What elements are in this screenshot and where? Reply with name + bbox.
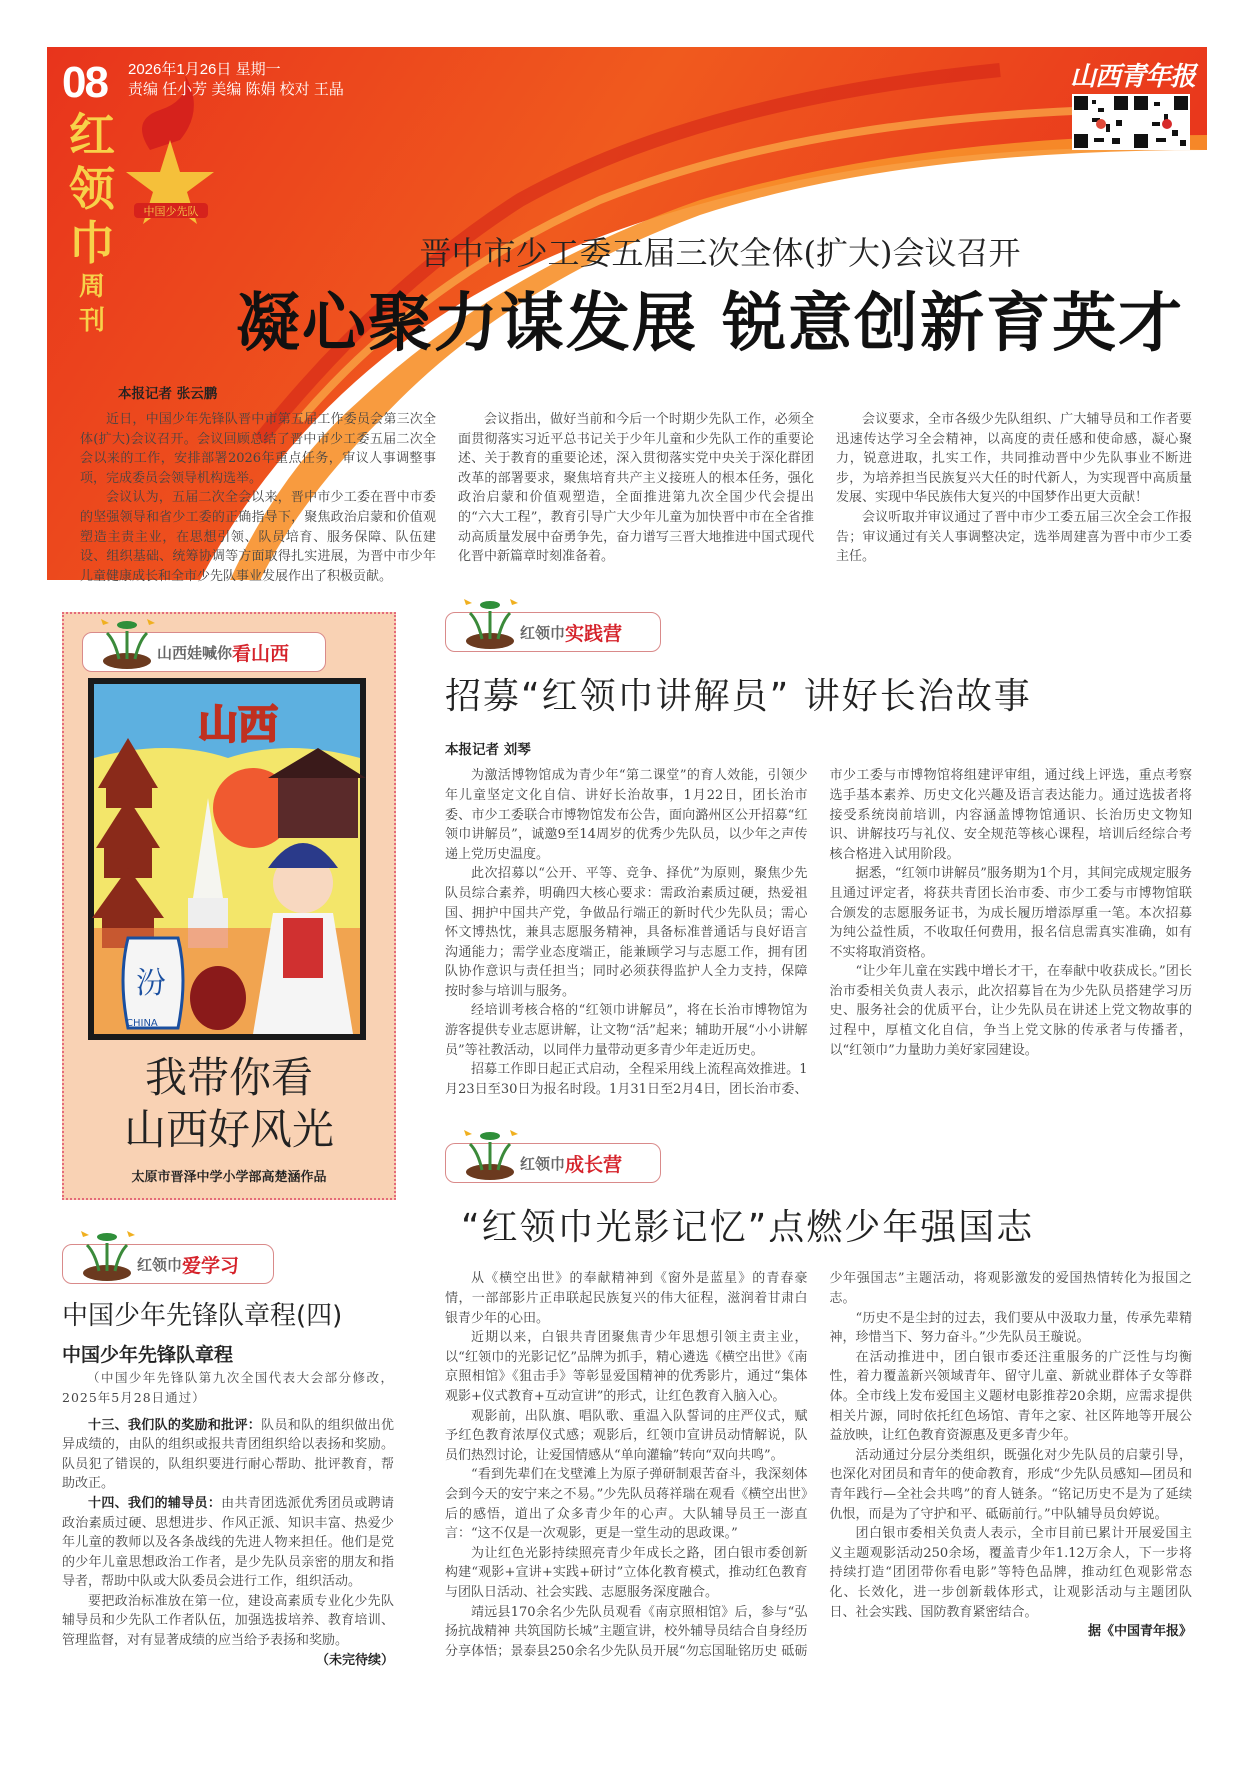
growth-headline: “红领巾光影记忆”点燃少年强国志 — [461, 1207, 1035, 1249]
clause-head: 十四、我们的辅导员： — [88, 1495, 222, 1511]
art-feature-box — [62, 612, 396, 1200]
lower-section — [62, 612, 1192, 1670]
column-name: 红领巾 — [69, 108, 115, 270]
caption-line-2: 山西好风光 — [123, 1105, 334, 1155]
paragraph: 经培训考核合格的“红领巾讲解员”，将在长治市博物馆为游客提供专业志愿讲解，让文物“活”起来；辅助开展“小小讲解员”等社教活动，以同伴力量带动更多青少年走近历史。 — [445, 1003, 808, 1058]
clause-head: 十三、我们队的奖励和批评： — [88, 1417, 262, 1433]
issue-date: 2026年1月26日 星期一 — [128, 61, 281, 78]
paragraph: 观影前，出队旗、唱队歌、重温入队誓词的庄严仪式，赋予红色教育浓厚仪式感；观影后，红领巾宣讲员动情解说，队员们热烈讨论，让爱国情感从“单向灌输”转向“双向共鸣”。 — [445, 1408, 808, 1463]
sprout-icon — [97, 611, 157, 673]
painting-bottle-text: 汾 — [136, 966, 166, 1002]
practice-byline: 本报记者 刘琴 — [445, 742, 531, 759]
clause-text: 由共青团选派优秀团员或聘请政治素质过硬、思想进步、作风正派、知识丰富、热爱少年儿童的教师以及各条战线的先进人物来担任。他们是党的少年儿童思想政治工作者，是少先队员亲密的朋友和指导者，帮助中队或大队委员会进行工作，组织活动。 — [62, 1495, 394, 1590]
label-highlight: 实践营 — [565, 622, 623, 645]
editor-credits: 责编 任小芳 美编 陈娟 校对 王晶 — [128, 81, 344, 98]
paragraph: 为激活博物馆成为青少年“第二课堂”的育人效能，引领少年儿童坚定文化自信、讲好长治故事，1月22日，团长治市委、市少工委联合市博物馆发布公告，面向潞州区公开招募“红领巾讲解员”，诚邀9至14周岁的优秀少先队员，以少年之声传递上党历史温度。 — [445, 768, 808, 862]
paragraph: 此次招募以“公开、平等、竞争、择优”为原则，聚焦少先队员综合素养，明确四大核心要求：需政治素质过硬，热爱祖国、拥护中国共产党，争做品行端正的新时代少先队员；需心怀文博热忱，兼具志愿服务精神，具备标准普通话与良好语言沟通能力；需学业态度端正，能兼顾学习与志愿工作，拥有团队协作意识与责任担当；同时必须获得监护人全力支持，保障按时参与培训与服务。 — [445, 866, 808, 999]
page-content — [62, 382, 1192, 1670]
right-column — [445, 612, 1192, 1670]
practice-article-body — [445, 766, 1192, 1099]
sprout-icon — [77, 1223, 137, 1285]
clause-13 — [62, 1416, 394, 1494]
paragraph: 会议听取并审议通过了晋中市少工委五届三次全会工作报告；审议通过有关人事调整决定，选举周建喜为晋中市少工委主任。 — [836, 509, 1192, 565]
study-headline: 中国少年先锋队章程(四) — [62, 1301, 343, 1332]
clause-14 — [62, 1494, 394, 1592]
lead-headline: 凝心聚力谋发展 锐意创新育英才 — [235, 287, 1185, 361]
practice-headline: 招募“红领巾讲解员” 讲好长治故事 — [445, 676, 1032, 718]
paragraph: 近期以来，白银共青团聚焦青少年思想引领主责主业，以“红领巾的光影记忆”品牌为抓手，精心遴选《横空出世》《南京照相馆》《狙击手》等彰显爱国精神的优秀影片，通过“集体观影+仪式教育+互动宣讲”的形式，让红色教育入脑入心。 — [445, 1330, 808, 1404]
section-label-growth — [445, 1143, 661, 1183]
paragraph: 近日，中国少年先锋队晋中市第五届工作委员会第三次全体(扩大)会议召开。会议回顾总结了晋中市少工委五届二次全会以来的工作，安排部署2026年重点任务，审议人事调整事项，完成委员会领导机构选举。 — [80, 412, 436, 486]
dateline — [128, 60, 344, 100]
paragraph: 靖远县170余名少先队员观看《南京照相馆》后，参与“弘扬抗战精神 共筑国防长城”主题宣讲，校外辅导员结合自身经历分享体悟；景泰县250余名少先队员开展“勿忘国耻铭历史 砥砺少年强国志”主题活动，将观影激发的爱国热情转化为报国之志。 — [445, 1271, 1192, 1659]
badge-text: 中国少先队 — [143, 205, 199, 218]
label-prefix: 红领巾 — [137, 1255, 183, 1274]
lead-article-body — [80, 410, 1192, 586]
lead-subtitle: 晋中市少工委五届三次全体(扩大)会议召开 — [419, 234, 1021, 272]
left-column — [62, 612, 396, 1670]
paragraph: 招募工作即日起正式启动，全程采用线上流程高效推进。1月23日至30日为报名时段。1月31日至2月4日，团长治市委、市少工委与市博物馆将组建评审组，通过线上评选，重点考察选手基本素养、历史文化兴趣及语言表达能力。通过选拔者将接受系统岗前培训，内容涵盖博物馆通识、长治历史文物知识、讲解技巧与礼仪、安全规范等核心课程，培训后经综合考核合格进入试用阶段。 — [445, 768, 1192, 1097]
caption-line-1: 我带你看 — [144, 1053, 313, 1103]
newspaper-masthead: 山西青年报 — [1070, 62, 1196, 92]
column-suffix: 周刊 — [78, 272, 105, 336]
to-be-continued: （未完待续） — [315, 1652, 394, 1668]
painting-china-text: CHINA — [126, 1018, 158, 1030]
sprout-icon — [460, 1122, 520, 1184]
column-title — [64, 108, 120, 338]
paragraph: “让少年儿童在实践中增长才干，在奉献中收获成长。”团长治市委相关负责人表示，此次招募旨在为少先队员搭建学习历史、服务社会的优质平台，让少先队员在讲述上党文物故事的过程中，厚植文化自信，争当上党文脉的传承者与传播者，以“红领巾”力量助力美好家园建设。 — [829, 964, 1192, 1058]
qr-code-icon[interactable] — [1072, 94, 1190, 150]
paragraph: 会议要求，全市各级少先队组织、广大辅导员和工作者要迅速传达学习全会精神，以高度的责任感和使命感，凝心聚力，锐意进取，扎实工作，共同推动晋中少先队事业不断进步，为培养担当民族复兴大任的时代新人，为实现晋中高质量发展、实现中华民族伟大复兴的中国梦作出更大贡献！ — [836, 412, 1192, 506]
child-painting — [88, 678, 366, 1040]
label-highlight: 成长营 — [565, 1153, 623, 1176]
study-subtitle: 中国少年先锋队章程 — [62, 1344, 234, 1367]
growth-article-body — [445, 1269, 1192, 1661]
section-label-kan-shanxi — [82, 632, 326, 672]
paragraph: 会议指出，做好当前和今后一个时期少先队工作，必须全面贯彻落实习近平总书记关于少年儿童和少先队工作的重要论述、关于教育的重要论述，深入贯彻落实党中央关于深化群团改革的部署要求，聚焦培育共产主义接班人的根本任务，强化政治启蒙和价值观塑造，全面推进第九次全国少代会提出的“六大工程”，教育引导广大少年儿童为加快晋中市在全省推动高质量发展中奋勇争先，奋力谱写三晋大地推进中国式现代化晋中新篇章时刻准备着。 — [458, 412, 814, 565]
painting-title: 山西 — [198, 702, 278, 749]
lead-byline: 本报记者 张云鹏 — [118, 386, 218, 402]
label-prefix: 山西娃喊你 — [157, 643, 233, 662]
section-label-study — [62, 1244, 274, 1284]
paragraph: 要把政治标准放在第一位，建设高素质专业化少先队辅导员和少先队工作者队伍，加强选拔培养、教育培训、管理监督，对有显著成绩的应当给予表扬和奖励。 — [62, 1593, 394, 1649]
paragraph: “看到先辈们在戈壁滩上为原子弹研制艰苦奋斗，我深刻体会到今天的安宁来之不易。”少先队员蒋祥瑞在观看《横空出世》后的感悟，道出了众多青少年的心声。大队辅导员王一澎直言：“这不仅是一次观影，更是一堂生动的思政课。” — [445, 1467, 808, 1542]
section-label-practice — [445, 612, 661, 652]
paragraph: 团白银市委相关负责人表示，全市目前已累计开展爱国主义主题观影活动250余场，覆盖青少年1.12万余人，下一步将持续打造“团团带你看电影”等特色品牌，推动红色观影常态化、长效化，进一步创新载体形式，让观影活动与主题团队日、社会实践、国防教育紧密结合。 — [829, 1526, 1192, 1620]
label-highlight: 看山西 — [232, 642, 290, 665]
clause-text: 队员和队的组织做出优异成绩的，由队的组织或报共青团组织给以表扬和奖励。队员犯了错误的，队组织要进行耐心帮助、批评教育，帮助改正。 — [62, 1417, 394, 1492]
label-prefix: 红领巾 — [520, 1154, 566, 1173]
study-note — [62, 1368, 394, 1407]
art-credit: 太原市晋泽中学小学部高楚涵作品 — [131, 1170, 327, 1186]
label-highlight: 爱学习 — [182, 1254, 240, 1277]
label-prefix: 红领巾 — [520, 623, 566, 642]
page-number: 08 — [62, 58, 107, 107]
paragraph: 活动通过分层分类组织，既强化对少先队员的启蒙引导，也深化对团员和青年的使命教育，形成“少先队员感知—团员和青年践行—全社会共鸣”的育人链条。“铭记历史不是为了延续仇恨，而是为了守护和平、砥砺前行。”中队辅导员贠婷说。 — [829, 1447, 1192, 1522]
sprout-icon — [460, 591, 520, 653]
paragraph: 从《横空出世》的奉献精神到《窗外是蓝星》的青春豪情，一部部影片正串联起民族复兴的伟大征程，滋润着甘肃白银青少年的心田。 — [445, 1271, 808, 1326]
paragraph: 在活动推进中，团白银市委还注重服务的广泛性与均衡性，着力覆盖新兴领域青年、留守儿童、新就业群体子女等群体。全市线上发布爱国主义题材电影推荐20余期，应需求提供相关片源，同时依托红色场馆、青年之家、社区阵地等开展公益放映，让红色教育资源惠及更多青少年。 — [829, 1349, 1192, 1444]
study-body — [62, 1416, 394, 1671]
amendment-note: （中国少年先锋队第九次全国代表大会部分修改，2025年5月28日通过） — [62, 1370, 394, 1405]
paragraph: 据悉，“红领巾讲解员”服务期为1个月，其间完成规定服务且通过评定者，将获共青团长治市委、市少工委与市博物馆联合颁发的志愿服务证书，为成长履历增添厚重一笔。本次招募为纯公益性质，不收取任何费用，报名信息需真实准确，如有不实将取消资格。 — [829, 866, 1192, 960]
paragraph: “历史不是尘封的过去，我们要从中汲取力量，传承先辈精神，珍惜当下、努力奋斗。”少先队员王璇说。 — [829, 1310, 1192, 1346]
article-source: 据《中国青年报》 — [1087, 1624, 1192, 1640]
paragraph: 为让红色光影持续照亮青少年成长之路，团白银市委创新构建“观影+宣讲+实践+研讨”立体化教育模式，推动红色教育与团队日活动、社会实践、志愿服务深度融合。 — [445, 1545, 808, 1600]
paragraph: 会议认为，五届二次全会以来，晋中市少工委在晋中市委的坚强领导和省少工委的正确指导下，聚焦政治启蒙和价值观塑造主责主业，在思想引领、队员培育、服务保障、队伍建设、组织基础、统筹协调等方面取得扎实进展，为晋中市少年儿童健康成长和全市少先队事业发展作出了积极贡献。 — [80, 490, 436, 584]
